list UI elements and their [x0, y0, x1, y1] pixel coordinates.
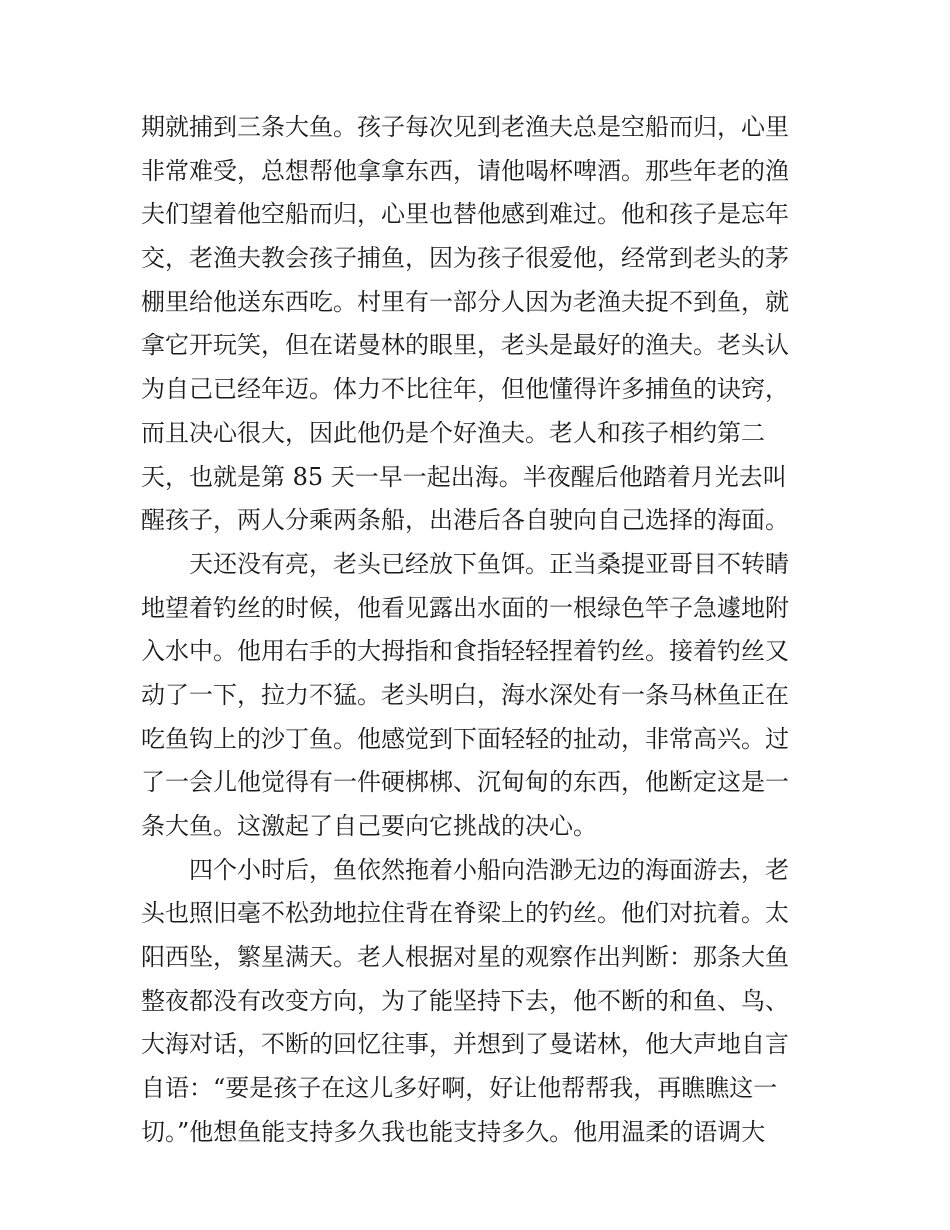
text-line: 了一会儿他觉得有一件硬梆梆、沉甸甸的东西，他断定这是一 — [141, 768, 789, 797]
text-line: 地望着钓丝的时候，他看见露出水面的一根绿色竿子急遽地附 — [141, 593, 789, 622]
text-line: 夫们望着他空船而归，心里也替他感到难过。他和孩子是忘年 — [141, 200, 789, 229]
text-line: 入水中。他用右手的大拇指和食指轻轻捏着钓丝。接着钓丝又 — [141, 637, 789, 666]
text-line: 动了一下，拉力不猛。老头明白，海水深处有一条马林鱼正在 — [141, 680, 789, 709]
text-line: 切。”他想鱼能支持多久我也能支持多久。他用温柔的语调大 — [141, 1117, 766, 1146]
text-line: 头也照旧毫不松劲地拉住背在脊梁上的钓丝。他们对抗着。太 — [141, 899, 789, 928]
text-line: 吃鱼钩上的沙丁鱼。他感觉到下面轻轻的扯动，非常高兴。过 — [141, 724, 789, 753]
text-line: 棚里给他送东西吃。村里有一部分人因为老渔夫捉不到鱼，就 — [141, 287, 789, 316]
paragraph-first-line: 四个小时后，鱼依然拖着小船向浩渺无边的海面游去，老 — [189, 855, 789, 884]
text-line: 为自己已经年迈。体力不比往年，但他懂得许多捕鱼的诀窍， — [141, 375, 789, 404]
text-line: 而且决心很大，因此他仍是个好渔夫。老人和孩子相约第二 — [141, 418, 765, 447]
text-line: 整夜都没有改变方向，为了能坚持下去，他不断的和鱼、鸟、 — [141, 986, 789, 1015]
text-line: 非常难受，总想帮他拿拿东西，请他喝杯啤酒。那些年老的渔 — [141, 156, 789, 185]
text-line: 交，老渔夫教会孩子捕鱼，因为孩子很爱他，经常到老头的茅 — [141, 244, 789, 273]
body-text — [141, 106, 821, 1155]
text-line: 拿它开玩笑，但在诺曼林的眼里，老头是最好的渔夫。老头认 — [141, 331, 789, 360]
text-line: 醒孩子，两人分乘两条船，出港后各自驶向自己选择的海面。 — [141, 506, 789, 535]
text-line: 条大鱼。这激起了自己要向它挑战的决心。 — [141, 812, 597, 840]
text-line: 阳西坠，繁星满天。老人根据对星的观察作出判断：那条大鱼 — [141, 943, 789, 972]
text-line: 期就捕到三条大鱼。孩子每次见到老渔夫总是空船而归，心里 — [141, 113, 789, 141]
paragraph-first-line: 天还没有亮，老头已经放下鱼饵。正当桑提亚哥目不转睛 — [189, 549, 789, 578]
text-line: 自语：“要是孩子在这儿多好啊，好让他帮帮我，再瞧瞧这一 — [141, 1074, 778, 1103]
text-line: 大海对话，不断的回忆往事，并想到了曼诺林，他大声地自言 — [141, 1030, 789, 1059]
text-line: 天，也就是第 85 天一早一起出海。半夜醒后他踏着月光去叫 — [141, 462, 787, 491]
